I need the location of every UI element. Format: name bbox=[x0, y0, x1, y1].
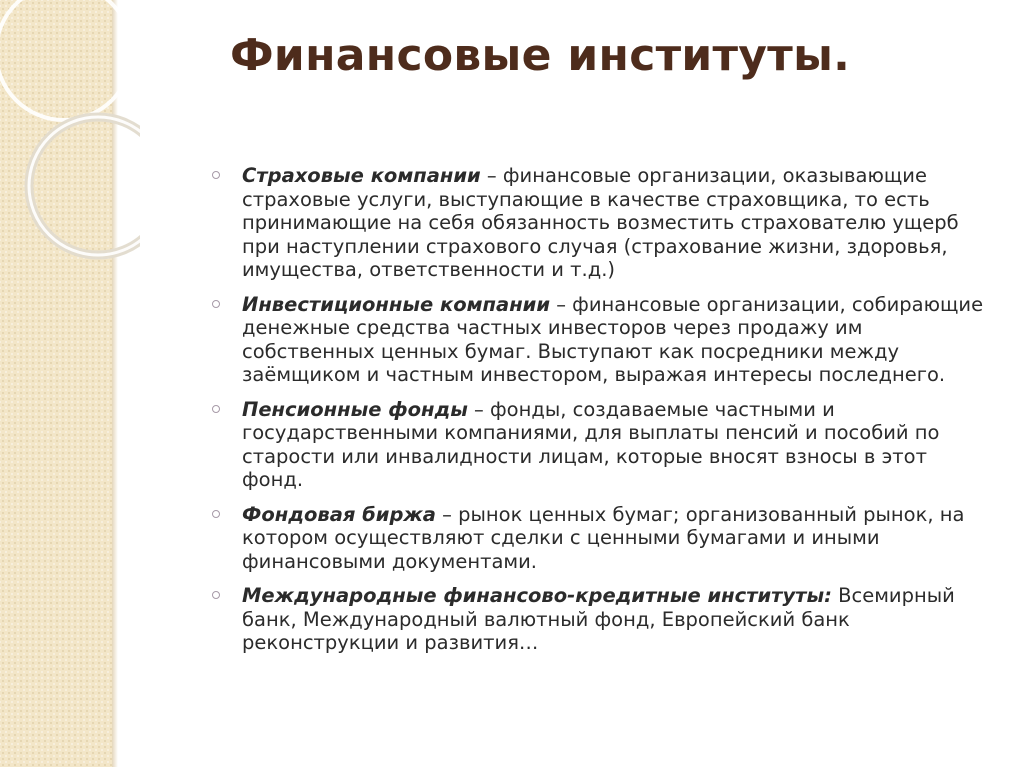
list-item-text bbox=[242, 503, 992, 574]
decorative-ring-top bbox=[0, 0, 132, 120]
term-definition: – финансовые организации, оказывающие страховые услуги, выступающие в качестве страховщика, то есть принимающие на себя обязанность возместить страхователю ущерб при наступлении страхового случая (страхование жизни, здоровья, имущества, ответственности и т.д.) bbox=[242, 164, 959, 281]
list-item-text bbox=[242, 293, 992, 387]
bullet-list bbox=[212, 164, 992, 666]
list-item-stock-exchange bbox=[212, 503, 992, 574]
list-item-pension bbox=[212, 398, 992, 492]
list-item-text bbox=[242, 398, 992, 492]
page-title: Финансовые институты. bbox=[230, 30, 851, 81]
list-item-investment bbox=[212, 293, 992, 387]
term-label: Международные финансово-кредитные институты: bbox=[242, 584, 832, 607]
decorative-ring-middle bbox=[29, 117, 140, 255]
term-definition: Всемирный банк, Международный валютный фонд, Европейский банк реконструкции и развития… bbox=[242, 584, 955, 654]
list-item-text bbox=[242, 584, 992, 655]
term-label: Фондовая биржа bbox=[242, 502, 436, 526]
term-label: Страховые компании bbox=[242, 164, 481, 187]
decorative-rings bbox=[0, 0, 140, 300]
term-label: Инвестиционные компании bbox=[242, 292, 550, 316]
list-item-insurance bbox=[212, 164, 992, 282]
bullet-circle-icon bbox=[212, 171, 220, 179]
bullet-circle-icon bbox=[212, 591, 220, 599]
bullet-circle-icon bbox=[212, 300, 220, 308]
term-definition: – рынок ценных бумаг; организованный рынок, на котором осуществляют сделки с ценными бумагами и иными финансовыми документами. bbox=[242, 502, 965, 573]
bullet-circle-icon bbox=[212, 405, 220, 413]
list-item-international bbox=[212, 584, 992, 655]
term-definition: – фонды, создаваемые частными и государственными компаниями, для выплаты пенсий и пособий по старости или инвалидности лицам, которые вносят взносы в этот фонд. bbox=[242, 397, 940, 491]
list-item-text bbox=[242, 164, 992, 282]
term-label: Пенсионные фонды bbox=[242, 397, 468, 421]
bullet-circle-icon bbox=[212, 510, 220, 518]
term-definition: – финансовые организации, собирающие денежные средства частных инвесторов через продажу им собственных ценных бумаг. Выступают как посредники между заёмщиком и частным инвестором, выражая интересы последнего. bbox=[242, 292, 984, 386]
